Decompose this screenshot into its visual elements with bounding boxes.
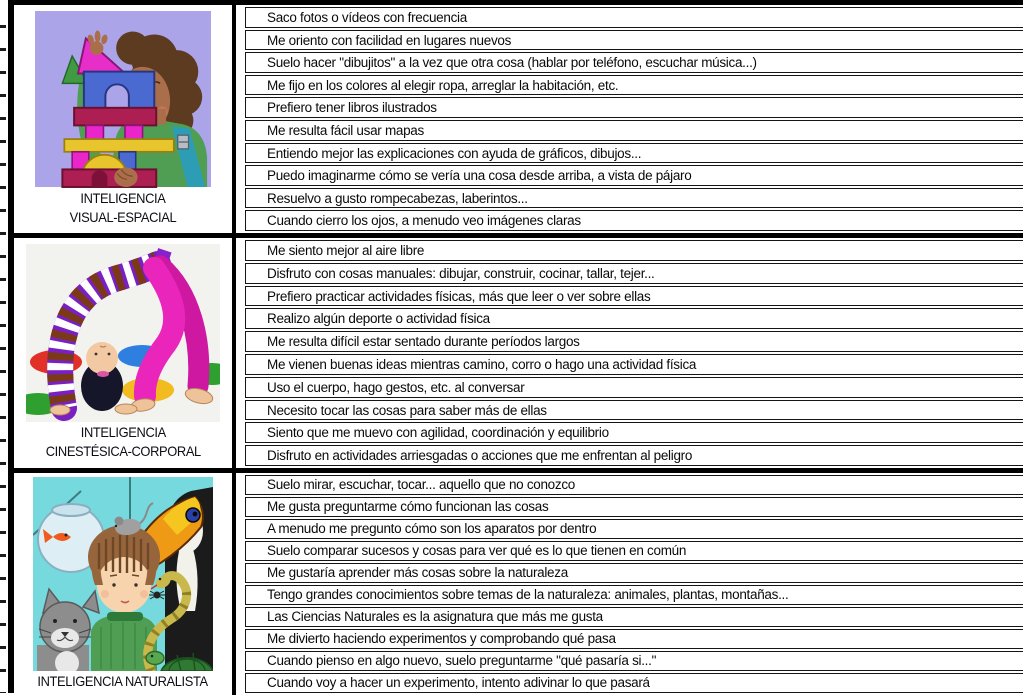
table-row xyxy=(245,165,1023,186)
section-naturalista xyxy=(14,473,1023,695)
table-row xyxy=(245,541,1023,561)
row-text: Cuando voy a hacer un experimento, intento adivinar lo que pasará xyxy=(267,675,650,690)
row-text: Me gustaría aprender más cosas sobre la naturaleza xyxy=(267,565,568,580)
table-row xyxy=(245,263,1023,284)
row-text: Me vienen buenas ideas mientras camino, corro o hago una actividad física xyxy=(267,356,697,372)
head xyxy=(81,342,123,411)
table-row xyxy=(245,519,1023,539)
naturalista-header-cell xyxy=(14,473,236,695)
row-text: Me gusta preguntarme cómo funcionan las cosas xyxy=(267,499,549,514)
table-row xyxy=(245,52,1023,73)
row-text: Prefiero practicar actividades físicas, más que leer o ver sobre ellas xyxy=(267,288,651,304)
table-row xyxy=(245,286,1023,307)
cinestesica-header-cell xyxy=(14,238,236,468)
section-label-line1: INTELIGENCIA xyxy=(80,190,166,206)
visual-espacial-header-cell xyxy=(14,5,236,233)
row-text: Me siento mejor al aire libre xyxy=(267,243,425,258)
child-gymnastics-bridge-illustration xyxy=(26,244,220,422)
row-text: Suelo hacer "dibujitos" a la vez que otra cosa (hablar por teléfono, escuchar música...) xyxy=(267,55,757,71)
section-cinestesica-corporal xyxy=(14,238,1023,473)
table-row xyxy=(245,120,1023,141)
table-row xyxy=(245,422,1023,443)
row-text: Disfruto en actividades arriesgadas o acciones que me enfrentan al peligro xyxy=(267,448,693,464)
table-row xyxy=(245,143,1023,164)
section-label xyxy=(70,189,177,227)
cinestesica-items xyxy=(245,238,1023,468)
table-row xyxy=(245,563,1023,583)
row-text: Resuelvo a gusto rompecabezas, laberintos... xyxy=(267,190,528,206)
table-row xyxy=(245,400,1023,421)
row-text: Realizo algún deporte o actividad física xyxy=(267,311,490,327)
table-row xyxy=(245,607,1023,627)
table-row xyxy=(245,308,1023,329)
section-label-line1: INTELIGENCIA NATURALISTA xyxy=(37,673,209,689)
table-row xyxy=(245,629,1023,649)
row-text: Prefiero tener libros ilustrados xyxy=(267,100,437,116)
child-with-animals-illustration xyxy=(33,477,213,671)
row-text: Necesito tocar las cosas para saber más de ellas xyxy=(267,402,547,418)
section-label-line2: CINESTÉSICA-CORPORAL xyxy=(45,443,201,459)
row-text: Cuando pienso en algo nuevo, suelo preguntarme "qué pasaría si..." xyxy=(267,653,657,668)
table-row xyxy=(245,7,1023,28)
section-label-line2: VISUAL-ESPACIAL xyxy=(69,209,177,225)
page-edge-gridline-marks xyxy=(0,5,6,693)
row-text: Suelo comparar sucesos y cosas para ver qué es lo que tienen en común xyxy=(267,543,687,558)
visual-espacial-items xyxy=(245,5,1023,233)
row-text: Me divierto haciendo experimentos y comprobando qué pasa xyxy=(267,631,616,646)
table-row xyxy=(245,97,1023,118)
table-row xyxy=(245,651,1023,671)
row-text: Me resulta difícil estar sentado durante períodos largos xyxy=(267,334,580,350)
section-label-line1: INTELIGENCIA xyxy=(80,424,166,440)
table-row xyxy=(245,331,1023,352)
row-text: Puedo imaginarme cómo se vería una cosa desde arriba, a vista de pájaro xyxy=(267,168,692,184)
child-stacking-blocks-illustration xyxy=(35,10,211,188)
table-row xyxy=(245,585,1023,605)
table-row xyxy=(245,354,1023,375)
section-label xyxy=(38,672,208,691)
table-row xyxy=(245,188,1023,209)
row-text: Las Ciencias Naturales es la asignatura que más me gusta xyxy=(267,609,603,624)
row-text: Uso el cuerpo, hago gestos, etc. al conversar xyxy=(267,379,525,395)
table-row xyxy=(245,30,1023,51)
table-row xyxy=(245,75,1023,96)
row-text: Saco fotos o vídeos con frecuencia xyxy=(267,10,467,25)
row-text: Suelo mirar, escuchar, tocar... aquello que no conozco xyxy=(267,477,575,492)
row-text: Siento que me muevo con agilidad, coordinación y equilibrio xyxy=(267,425,609,441)
row-text: Disfruto con cosas manuales: dibujar, construir, cocinar, tallar, tejer... xyxy=(267,265,655,281)
table-row xyxy=(245,497,1023,517)
spider-icon xyxy=(149,591,165,599)
intelligences-table xyxy=(8,0,1023,693)
table-row xyxy=(245,475,1023,495)
table-row xyxy=(245,445,1023,466)
section-label xyxy=(45,423,200,461)
row-text: Me oriento con facilidad en lugares nuevos xyxy=(267,32,512,48)
row-text: Entiendo mejor las explicaciones con ayuda de gráficos, dibujos... xyxy=(267,145,642,161)
table-row xyxy=(245,210,1023,231)
table-row xyxy=(245,673,1023,693)
row-text: Cuando cierro los ojos, a menudo veo imágenes claras xyxy=(267,213,581,229)
row-text: Me resulta fácil usar mapas xyxy=(267,122,424,138)
table-row xyxy=(245,240,1023,261)
table-row xyxy=(245,377,1023,398)
row-text: A menudo me pregunto cómo son los aparatos por dentro xyxy=(267,521,597,536)
row-text: Me fijo en los colores al elegir ropa, arreglar la habitación, etc. xyxy=(267,77,619,93)
row-text: Tengo grandes conocimientos sobre temas de la naturaleza: animales, plantas, montañas... xyxy=(267,587,789,602)
naturalista-items xyxy=(245,473,1023,695)
section-visual-espacial xyxy=(14,5,1023,238)
